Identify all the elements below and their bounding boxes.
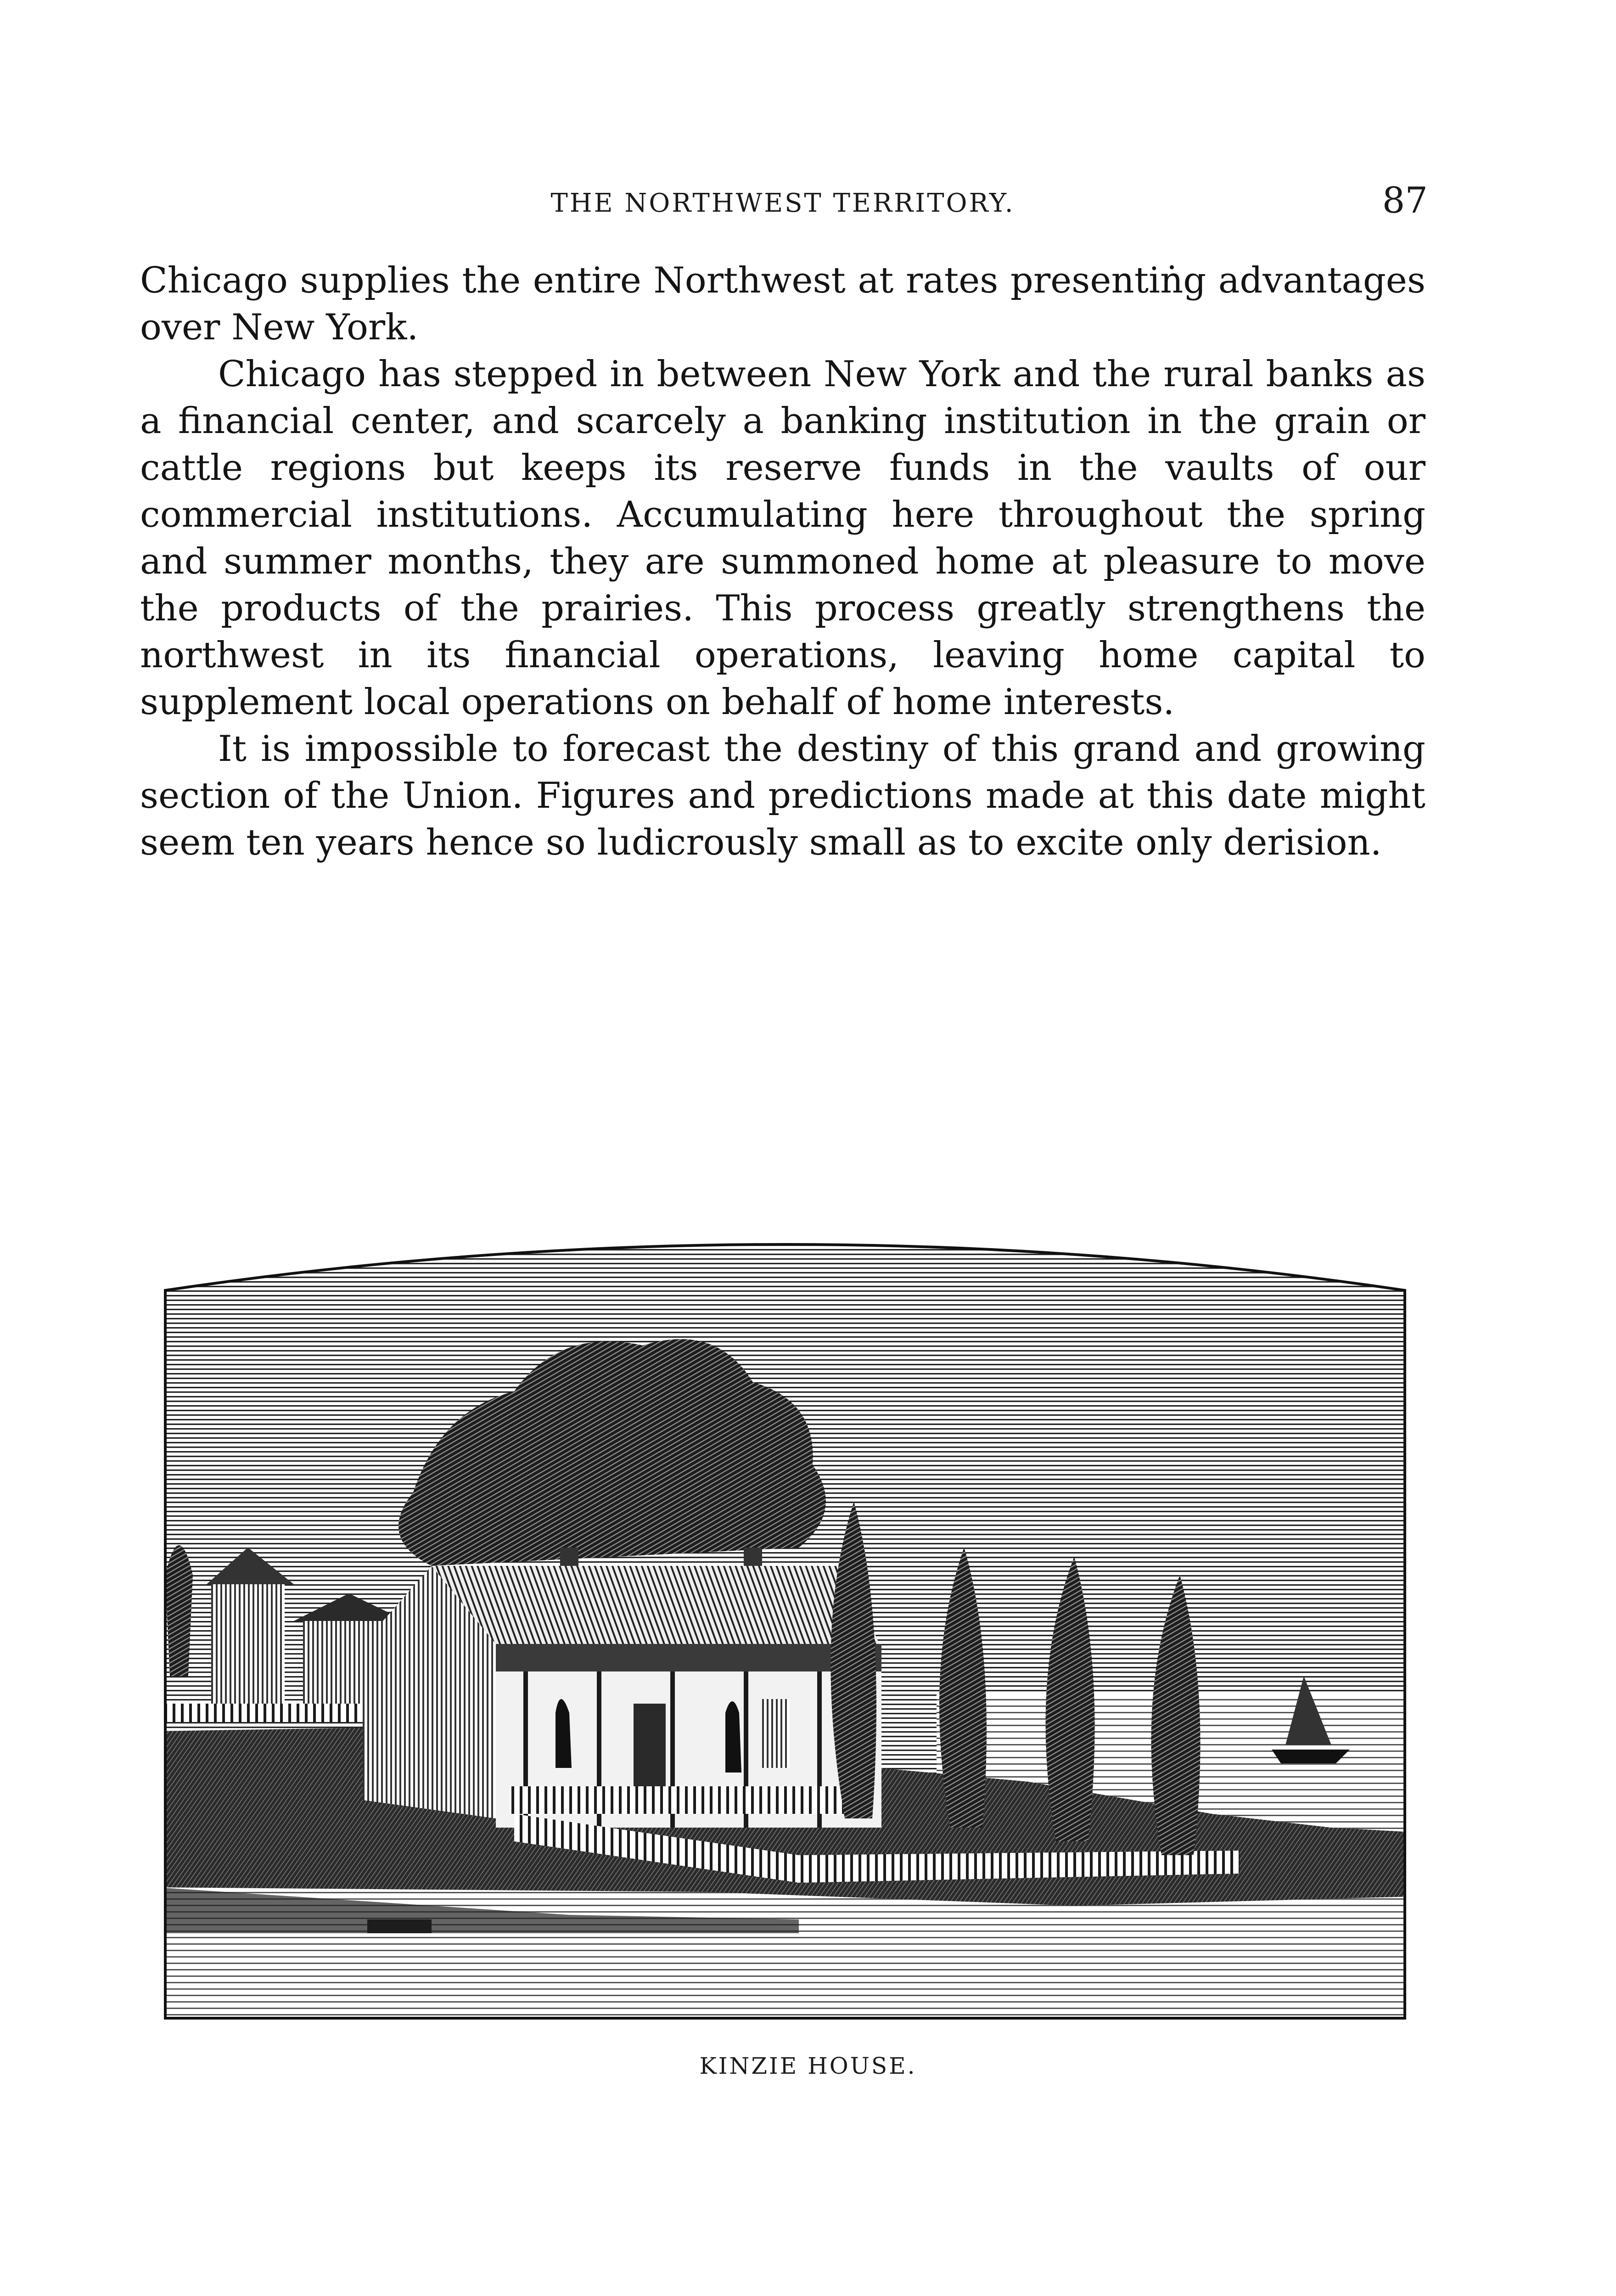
paragraph-3: It is impossible to forecast the destiny of this grand and growing section of the Union. Figures and predictions made at this date might seem ten years hence so ludicrously small as to excite only derision. <box>140 728 1425 863</box>
running-title: THE NORTHWEST TERRITORY. <box>550 188 1015 218</box>
figure-caption: KINZIE HOUSE. <box>699 2053 917 2079</box>
kinzie-house-engraving <box>156 1217 1414 2025</box>
page-number: 87 <box>1382 180 1428 221</box>
paragraph-1: Chicago supplies the entire Northwest at rates presentiṅg advantages over New York. <box>140 260 1425 348</box>
kinzie-house <box>363 1548 881 1828</box>
body-text <box>140 257 1425 866</box>
running-head <box>142 180 1428 221</box>
paragraph-2: Chicago has stepped in between New York and the rural banks as a financial center, and scarcely a banking institution in the grain or cattle regions but keeps its reserve funds in the vaults of our commercial institutions. Accumulating here throughout the spring and summer months, they are summoned home at pleasure to move the products of the prairies. This process greatly strengthens the northwest in its financial operations, leaving home capital to supplement local operations on behalf of home interests. <box>140 354 1425 723</box>
